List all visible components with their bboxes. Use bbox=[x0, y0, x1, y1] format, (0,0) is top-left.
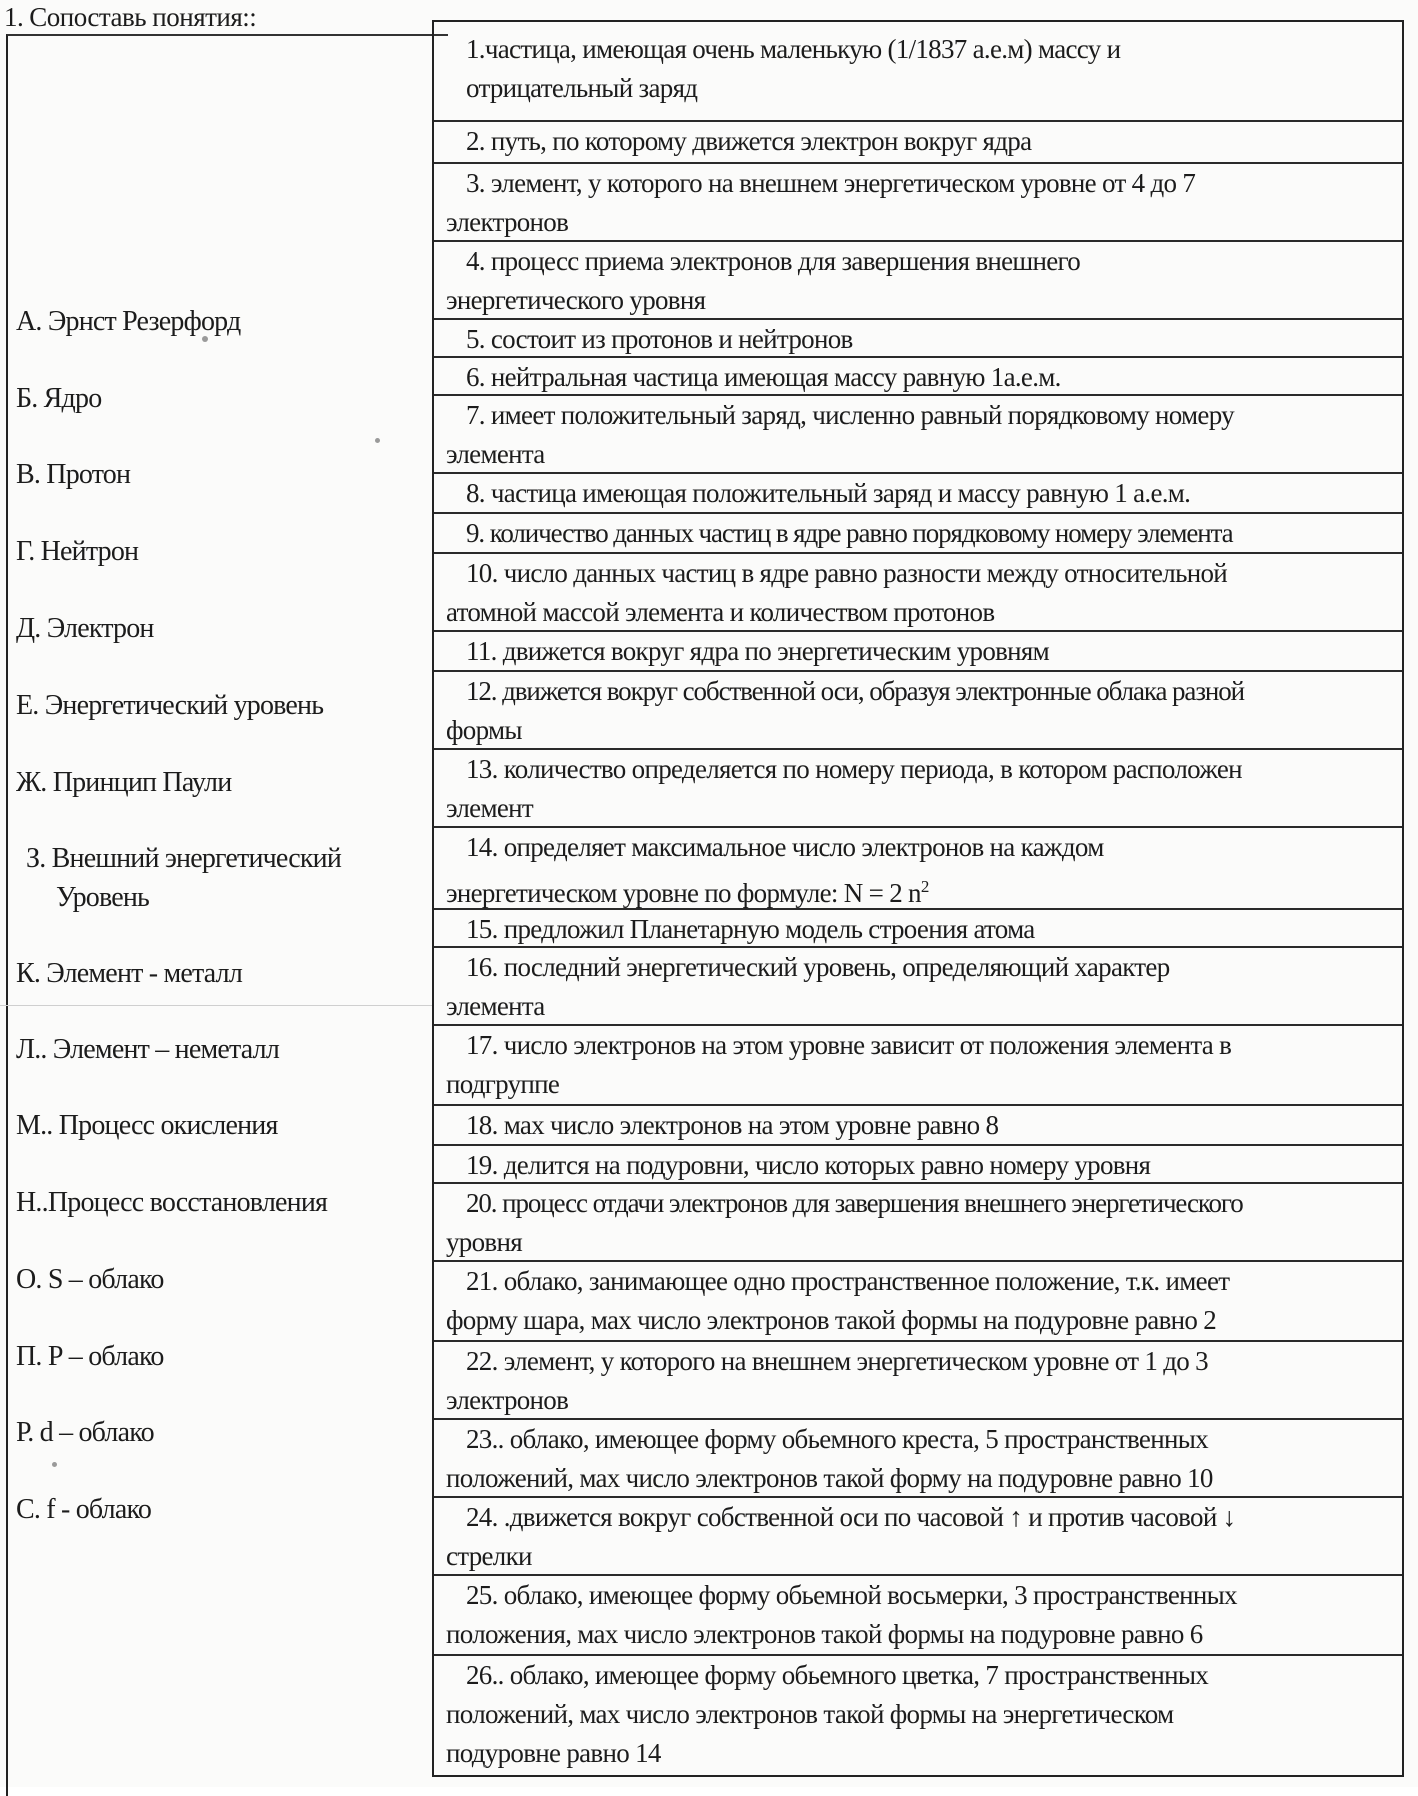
definition-row: 13. количество определяется по номеру периода, в котором расположен элемент bbox=[434, 750, 1402, 828]
scan-speck bbox=[52, 1462, 57, 1467]
definition-row: 3. элемент, у которого на внешнем энергетическом уровне от 4 до 7 электронов bbox=[434, 164, 1402, 242]
definition-row: 21. облако, занимающее одно пространственное положение, т.к. имеет форму шара, мах число электронов такой формы на подуровне равно 2 bbox=[434, 1262, 1402, 1342]
task-title: Сопоставь понятия:: bbox=[29, 2, 257, 32]
scan-speck bbox=[375, 438, 380, 443]
definition-row: 6. нейтральная частица имеющая массу равную 1а.е.м. bbox=[434, 358, 1402, 396]
definition-row: 11. движется вокруг ядра по энергетическим уровням bbox=[434, 632, 1402, 672]
definition-row: 18. мах число электронов на этом уровне равно 8 bbox=[434, 1106, 1402, 1146]
concept-p: П. Р – облако bbox=[16, 1341, 164, 1372]
definitions-table bbox=[432, 20, 1404, 1777]
definition-row: 20. процесс отдачи электронов для завершения внешнего энергетического уровня bbox=[434, 1184, 1402, 1262]
definition-row: 10. число данных частиц в ядре равно разности между относительной атомной массой элемента и количеством протонов bbox=[434, 554, 1402, 632]
concept-z-cont: Уровень bbox=[56, 882, 150, 913]
concept-o: О. S – облако bbox=[16, 1264, 164, 1295]
definition-row: 9. количество данных частиц в ядре равно порядковому номеру элемента bbox=[434, 514, 1402, 554]
definition-row: 19. делится на подуровни, число которых равно номеру уровня bbox=[434, 1146, 1402, 1184]
definition-row: 24. .движется вокруг собственной оси по часовой ↑ и против часовой ↓ стрелки bbox=[434, 1498, 1402, 1576]
definition-row: 17. число электронов на этом уровне зависит от положения элемента в подгруппе bbox=[434, 1026, 1402, 1106]
definition-row: 2. путь, по которому движется электрон вокруг ядра bbox=[434, 122, 1402, 164]
definition-row: 5. состоит из протонов и нейтронов bbox=[434, 320, 1402, 358]
definition-row: 23.. облако, имеющее форму обьемного креста, 5 пространственных положений, мах число электронов такой форму на подуровне равно 10 bbox=[434, 1420, 1402, 1498]
concept-g: Г. Нейтрон bbox=[16, 536, 139, 567]
definition-row: 26.. облако, имеющее форму обьемного цветка, 7 пространственных положений, мах число электронов такой формы на энергетическом подуровне равно 14 bbox=[446, 1660, 1209, 1768]
definition-row: 7. имеет положительный заряд, численно равный порядковому номеру элемента bbox=[434, 396, 1402, 474]
concept-z: З. Внешний энергетический bbox=[26, 843, 342, 874]
concept-d: Д. Электрон bbox=[16, 613, 154, 644]
formula-exponent: 2 bbox=[920, 877, 929, 896]
concept-k: К. Элемент - металл bbox=[16, 958, 243, 989]
concept-b: Б. Ядро bbox=[16, 383, 102, 414]
scan-fold-line bbox=[0, 1005, 432, 1006]
definition-row: 1.частица, имеющая очень маленькую (1/1837 а.е.м) массу и отрицательный заряд bbox=[434, 30, 1402, 122]
definition-row: 16. последний энергетический уровень, определяющий характер элемента bbox=[434, 948, 1402, 1026]
concept-s: С. f - облако bbox=[16, 1494, 152, 1525]
definition-row: 4. процесс приема электронов для завершения внешнего энергетического уровня bbox=[434, 242, 1402, 320]
definition-row: 8. частица имеющая положительный заряд и массу равную 1 а.е.м. bbox=[434, 474, 1402, 514]
definition-row: 14. определяет максимальное число электронов на каждом энергетическом уровне по формуле: N = 2 $n^2$ bbox=[434, 828, 1402, 910]
concept-l: Л.. Элемент – неметалл bbox=[16, 1034, 280, 1065]
concept-v: В. Протон bbox=[16, 459, 131, 490]
concept-zh: Ж. Принцип Паули bbox=[16, 767, 232, 798]
definition-row: 25. облако, имеющее форму обьемной восьмерки, 3 пространственных положения, мах число электронов такой формы на подуровне равно 6 bbox=[434, 1576, 1402, 1656]
definition-row: 12. движется вокруг собственной оси, образуя электронные облака разной формы bbox=[434, 672, 1402, 750]
table-bottom-border bbox=[432, 1775, 1404, 1777]
concept-n: Н..Процесс восстановления bbox=[16, 1187, 328, 1218]
task-number: 1. bbox=[4, 2, 24, 32]
concept-a: А. Эрнст Резерфорд bbox=[16, 306, 241, 337]
definition-row: 15. предложил Планетарную модель строения атома bbox=[434, 910, 1402, 948]
concept-m: М.. Процесс окисления bbox=[16, 1110, 278, 1141]
concept-r: Р. d – облако bbox=[16, 1417, 154, 1448]
definition-row: 22. элемент, у которого на внешнем энергетическом уровне от 1 до 3 электронов bbox=[434, 1342, 1402, 1420]
task-header bbox=[4, 2, 256, 33]
concept-e: Е. Энергетический уровень bbox=[16, 690, 324, 721]
